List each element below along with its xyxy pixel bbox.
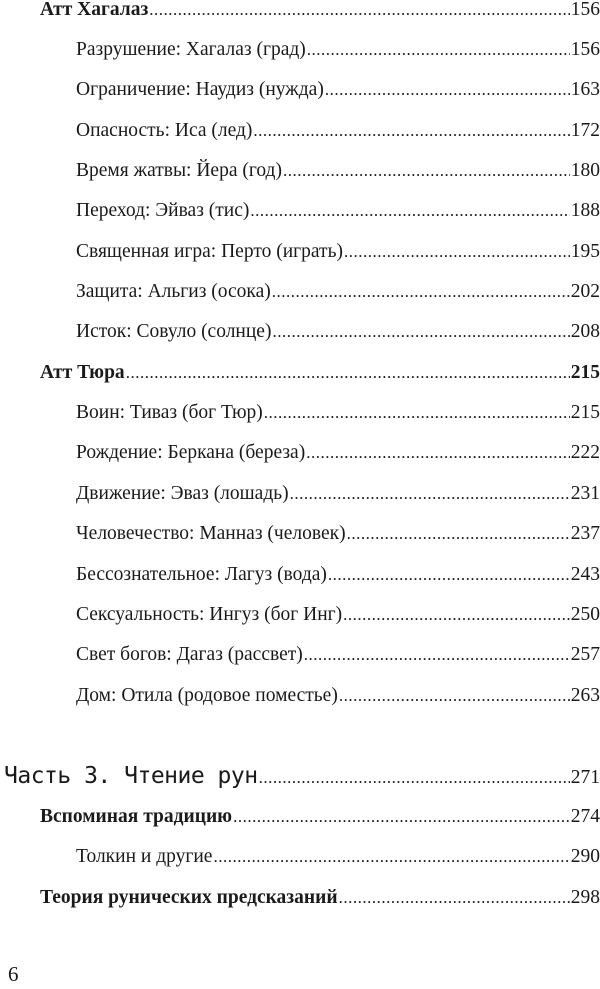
dot-leader [264, 401, 570, 425]
toc-entry-title: Защита: Альгиз (осока) [76, 281, 271, 302]
toc-entry-page: 243 [570, 564, 600, 585]
toc-entry-page: 202 [570, 281, 600, 302]
toc-entry [76, 159, 600, 183]
toc-part-title: Часть 3. Чтение рун [4, 763, 258, 789]
dot-leader [304, 643, 570, 667]
toc-entry-title: Опасность: Иса (лед) [76, 120, 253, 141]
toc-section-hagalaz [40, 0, 600, 22]
toc-entry-page: 271 [570, 767, 600, 788]
toc-entry-page: 263 [570, 685, 600, 706]
toc-entry-title: Исток: Совуло (солнце) [76, 321, 272, 342]
toc-entry [76, 119, 600, 143]
toc-entry-page: 163 [570, 79, 600, 100]
toc-entry-title: Ограничение: Наудиз (нужда) [76, 79, 324, 100]
toc-entry [76, 199, 600, 223]
page-number: 6 [8, 962, 19, 986]
toc-entry [76, 441, 600, 465]
toc-entry [76, 603, 600, 627]
toc-part-3 [4, 764, 600, 790]
dot-leader [250, 199, 569, 223]
toc-entry-title: Свет богов: Дагаз (рассвет) [76, 644, 303, 665]
toc-entry [76, 482, 600, 506]
toc-entry [76, 563, 600, 587]
dot-leader [290, 482, 570, 506]
toc-entry-title: Сексуальность: Ингуз (бог Инг) [76, 604, 343, 625]
toc-entry [76, 280, 600, 304]
dot-leader [259, 766, 570, 790]
toc-entry-title: Человечество: Манназ (человек) [76, 523, 346, 544]
dot-leader [306, 441, 570, 465]
toc-entry-page: 180 [570, 160, 600, 181]
toc-section-tyr [40, 361, 600, 385]
dot-leader [272, 320, 569, 344]
toc-entry [76, 320, 600, 344]
dot-leader [339, 684, 570, 708]
dot-leader [233, 805, 570, 829]
toc-entry-title: Атт Тюра [40, 362, 125, 383]
dot-leader [213, 845, 569, 869]
toc-entry-page: 172 [570, 120, 600, 141]
dot-leader [328, 563, 570, 587]
toc-entry-page: 156 [570, 0, 600, 20]
toc-entry-page: 250 [570, 604, 600, 625]
toc-entry [76, 78, 600, 102]
dot-leader [253, 119, 569, 143]
toc-entry-title: Атт Хагалаз [40, 0, 149, 20]
toc-entry [76, 240, 600, 264]
toc-entry-page: 237 [570, 523, 600, 544]
toc-entry-page: 188 [570, 200, 600, 221]
dot-leader [343, 603, 570, 627]
toc-entry-title: Разрушение: Хагалаз (град) [76, 39, 306, 60]
toc-entry [76, 643, 600, 667]
toc-entry-page: 257 [570, 644, 600, 665]
toc-entry-page: 195 [570, 241, 600, 262]
toc-entry-page: 298 [570, 887, 600, 908]
toc-entry-title: Дом: Отила (родовое поместье) [76, 685, 338, 706]
toc-section-tradition [40, 805, 600, 829]
toc-entry-title: Воин: Тиваз (бог Тюр) [76, 402, 263, 423]
dot-leader [347, 522, 570, 546]
dot-leader [283, 159, 570, 183]
toc-entry-page: 215 [570, 402, 600, 423]
toc-entry-title: Священная игра: Перто (играть) [76, 241, 343, 262]
toc-section-divination-theory [40, 886, 600, 910]
toc-entry-title: Вспоминая традицию [40, 806, 233, 827]
toc-entry-title: Движение: Эваз (лошадь) [76, 483, 289, 504]
toc-entry-page: 215 [570, 362, 600, 383]
toc-entry-page: 231 [570, 483, 600, 504]
toc-entry [76, 38, 600, 62]
toc-entry-title: Рождение: Беркана (береза) [76, 442, 306, 463]
dot-leader [339, 886, 570, 910]
toc-entry-page: 274 [570, 806, 600, 827]
dot-leader [149, 0, 569, 22]
toc-entry-title: Бессознательное: Лагуз (вода) [76, 564, 327, 585]
dot-leader [325, 78, 570, 102]
toc-entry [76, 401, 600, 425]
toc-entry-title: Время жатвы: Йера (год) [76, 160, 282, 181]
toc-entry-page: 156 [570, 39, 600, 60]
dot-leader [344, 240, 570, 264]
dot-leader [126, 361, 570, 385]
toc-entry-page: 222 [570, 442, 600, 463]
toc-entry-title: Теория рунических предсказаний [40, 887, 338, 908]
toc-entry [76, 845, 600, 869]
toc-entry-page: 290 [570, 846, 600, 867]
toc-entry-title: Переход: Эйваз (тис) [76, 200, 250, 221]
dot-leader [272, 280, 570, 304]
toc-entry-title: Толкин и другие [76, 846, 213, 867]
toc-entry [76, 684, 600, 708]
toc-entry-page: 208 [570, 321, 600, 342]
dot-leader [307, 38, 570, 62]
toc-entry [76, 522, 600, 546]
